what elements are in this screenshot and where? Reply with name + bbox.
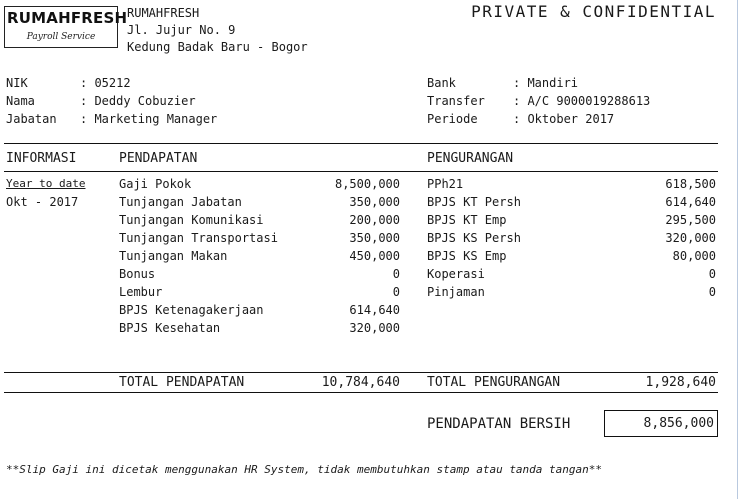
nik-label: NIK (6, 76, 28, 90)
net-pay-box (604, 410, 718, 437)
periode-value: : Oktober 2017 (513, 112, 615, 126)
deduction-row-value: 618,500 (665, 177, 716, 191)
periode-label: Periode (427, 112, 478, 126)
net-pay-value: 8,856,000 (643, 416, 714, 431)
deduction-row-value: 295,500 (665, 213, 716, 227)
totals-top-rule (4, 372, 718, 373)
totals-bottom-rule (4, 392, 718, 393)
earning-row-value: 614,640 (349, 303, 400, 317)
deduction-row-value: 320,000 (665, 231, 716, 245)
header-pendapatan: PENDAPATAN (119, 151, 198, 166)
earning-row-label: BPJS Ketenagakerjaan (119, 303, 264, 317)
earning-row-label: Lembur (119, 285, 163, 299)
earning-row-value: 320,000 (349, 321, 400, 335)
nama-value: : Deddy Cobuzier (80, 94, 196, 108)
deduction-row-label: BPJS KT Emp (427, 213, 507, 227)
bank-value: : Mandiri (513, 76, 579, 90)
logo-subtitle: Payroll Service (26, 32, 96, 42)
earning-row-label: Tunjangan Komunikasi (119, 213, 264, 227)
earning-row-value: 350,000 (349, 231, 400, 245)
jabatan-value: : Marketing Manager (80, 112, 218, 126)
logo-text: RUMAHFRESH (7, 9, 128, 27)
bank-label: Bank (427, 76, 456, 90)
deduction-row-value: 0 (708, 285, 716, 299)
sheet-edge (737, 0, 738, 499)
deduction-row-label: BPJS KS Emp (427, 249, 507, 263)
earning-row-label: Tunjangan Makan (119, 249, 228, 263)
company-name: RUMAHFRESH (127, 6, 200, 20)
deduction-row-value: 80,000 (672, 249, 716, 263)
company-address-line2: Kedung Badak Baru - Bogor (127, 40, 308, 54)
nik-value: : 05212 (80, 76, 131, 90)
deduction-row-value: 0 (708, 267, 716, 281)
footer-note: **Slip Gaji ini dicetak menggunakan HR System, tidak membutuhkan stamp atau tanda tangan** (6, 463, 603, 476)
earning-row-value: 0 (392, 285, 400, 299)
section-header-rule (4, 171, 718, 172)
deduction-row-label: Koperasi (427, 267, 485, 281)
company-logo (4, 6, 128, 48)
earning-row-value: 8,500,000 (334, 177, 400, 191)
deduction-row-label: Pinjaman (427, 285, 485, 299)
total-deductions-value: 1,928,640 (645, 375, 716, 390)
earning-row-label: Tunjangan Jabatan (119, 195, 242, 209)
jabatan-label: Jabatan (6, 112, 57, 126)
earning-row-label: Bonus (119, 267, 156, 281)
nama-label: Nama (6, 94, 35, 108)
deduction-row-label: PPh21 (427, 177, 464, 191)
ytd-label: Year to date (6, 177, 86, 190)
earning-row-value: 200,000 (349, 213, 400, 227)
header-informasi: INFORMASI (6, 151, 77, 166)
total-deductions-label: TOTAL PENGURANGAN (427, 375, 561, 390)
header-pengurangan: PENGURANGAN (427, 151, 514, 166)
total-earnings-value: 10,784,640 (321, 375, 400, 390)
earning-row-label: Tunjangan Transportasi (119, 231, 278, 245)
ytd-value: Okt - 2017 (6, 195, 79, 209)
section-top-rule (4, 143, 718, 144)
earning-row-value: 0 (392, 267, 400, 281)
deduction-row-label: BPJS KT Persh (427, 195, 521, 209)
earning-row-value: 450,000 (349, 249, 400, 263)
total-earnings-label: TOTAL PENDAPATAN (119, 375, 245, 390)
earning-row-label: Gaji Pokok (119, 177, 192, 191)
transfer-value: : A/C 9000019288613 (513, 94, 651, 108)
transfer-label: Transfer (427, 94, 485, 108)
deduction-row-label: BPJS KS Persh (427, 231, 521, 245)
earning-row-label: BPJS Kesehatan (119, 321, 221, 335)
document-title: PRIVATE & CONFIDENTIAL (471, 2, 716, 21)
net-pay-label: PENDAPATAN BERSIH (427, 416, 571, 432)
deduction-row-value: 614,640 (665, 195, 716, 209)
earning-row-value: 350,000 (349, 195, 400, 209)
company-address-line1: Jl. Jujur No. 9 (127, 23, 236, 37)
